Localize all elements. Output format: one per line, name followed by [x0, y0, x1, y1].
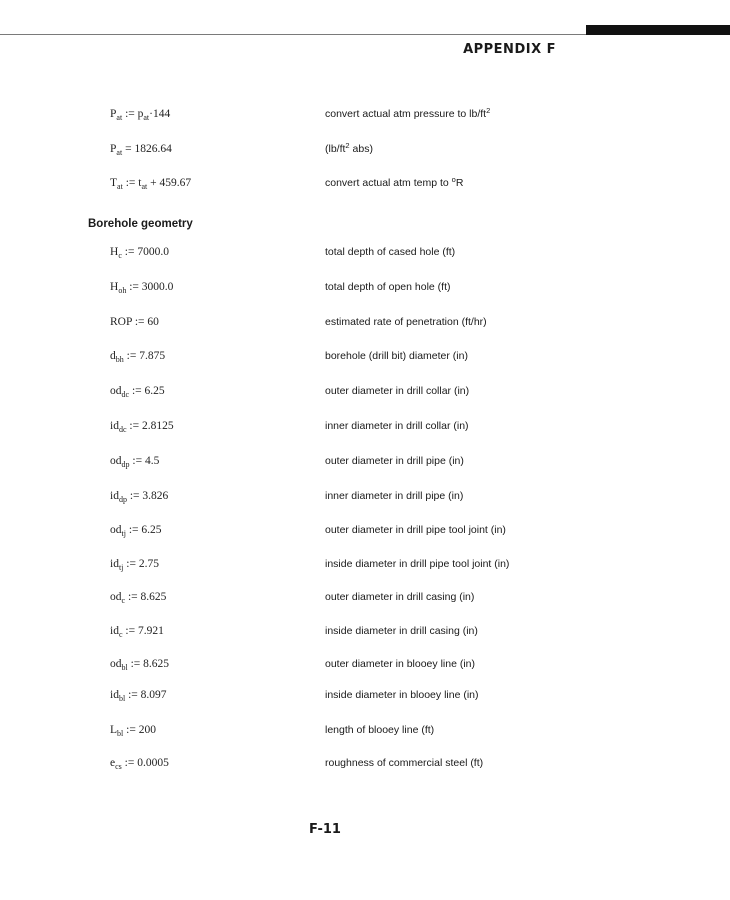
equation-description	[325, 420, 469, 432]
variable-symbol: d	[110, 350, 116, 362]
rhs-value: 7.921	[137, 625, 164, 637]
equation-description	[325, 316, 487, 328]
section-title: Borehole geometry	[88, 218, 193, 230]
operator: :=	[125, 591, 141, 603]
appendix-title: APPENDIX F	[463, 42, 556, 57]
variable-subscript: dp	[121, 460, 130, 469]
variable-symbol: id	[110, 558, 119, 570]
operator: :=	[121, 757, 138, 769]
equation-description	[325, 490, 463, 502]
description-text: length of blooey line (ft)	[325, 724, 435, 736]
rhs-value: 3000.0	[141, 281, 174, 293]
equation	[110, 177, 191, 189]
equation	[110, 490, 168, 502]
equation-row	[0, 625, 730, 645]
operator: :=	[129, 385, 145, 397]
description-text-suffix: abs)	[349, 143, 373, 155]
equation-row	[0, 524, 730, 544]
equation	[110, 658, 169, 670]
description-text: total depth of cased hole (ft)	[325, 246, 456, 258]
variable-subscript: cs	[115, 762, 122, 771]
variable-symbol: id	[110, 490, 119, 502]
equation-description	[325, 558, 509, 570]
equation	[110, 420, 174, 432]
description-text: total depth of open hole (ft)	[325, 281, 451, 293]
rhs-value: 2.75	[138, 558, 159, 570]
description-text: borehole (drill bit) diameter (in)	[325, 350, 468, 362]
operator: :=	[126, 420, 142, 432]
rhs-value: 7000.0	[137, 246, 169, 258]
variable-subscript: c	[118, 251, 122, 260]
page-number: F-11	[309, 822, 341, 837]
operator: :=	[123, 558, 139, 570]
equation	[110, 281, 173, 293]
rhs-subscript: at	[143, 113, 150, 122]
description-text: inner diameter in drill pipe (in)	[325, 490, 464, 502]
variable-symbol: P	[110, 143, 117, 155]
description-text: estimated rate of penetration (ft/hr)	[325, 316, 487, 328]
rhs-value: 3.826	[142, 490, 169, 502]
variable-subscript: bl	[121, 663, 128, 672]
rhs-value: ·144	[149, 108, 171, 120]
operator: :=	[123, 350, 140, 362]
equation-description	[325, 757, 483, 769]
rhs-value: p	[137, 108, 144, 120]
operator: =	[122, 143, 135, 155]
equation-row	[0, 177, 730, 197]
equation-row	[0, 591, 730, 611]
equation-row	[0, 350, 730, 370]
operator: :=	[122, 625, 138, 637]
operator: :=	[129, 455, 145, 467]
variable-symbol: H	[110, 281, 119, 293]
variable-symbol: P	[110, 108, 117, 120]
rhs-value: 8.097	[140, 689, 167, 701]
variable-symbol: od	[110, 455, 122, 467]
equation-description	[325, 143, 373, 155]
variable-symbol: od	[110, 658, 122, 670]
rhs-value: 1826.64	[134, 143, 172, 155]
operator: :=	[122, 177, 139, 189]
equation	[110, 524, 162, 536]
equation	[110, 625, 164, 637]
variable-subscript: at	[117, 182, 123, 191]
equation-row	[0, 724, 730, 744]
variable-subscript: c	[121, 596, 126, 605]
description-text: convert actual atm temp to	[325, 177, 452, 189]
variable-subscript: tj	[121, 529, 126, 538]
equation	[110, 385, 165, 397]
description-superscript: o	[451, 175, 456, 184]
operator: :=	[127, 658, 144, 670]
equation-description	[325, 108, 490, 120]
equation-row	[0, 316, 730, 336]
variable-symbol: od	[110, 524, 122, 536]
equation-description	[325, 524, 506, 536]
description-text: inside diameter in blooey line (in)	[325, 689, 479, 701]
operator: :=	[131, 316, 148, 328]
rhs-value: 0.0005	[137, 757, 169, 769]
equation	[110, 455, 159, 467]
equation	[110, 108, 170, 120]
description-text: outer diameter in drill pipe tool joint (in)	[325, 524, 506, 536]
rhs-value: 7.875	[139, 350, 166, 362]
rhs-value: 2.8125	[141, 420, 174, 432]
equation-description	[325, 658, 475, 670]
variable-subscript: c	[118, 630, 123, 639]
equation	[110, 591, 166, 603]
equation-row	[0, 689, 730, 709]
equation-description	[325, 625, 478, 637]
description-superscript: 2	[486, 106, 491, 115]
variable-symbol: id	[110, 420, 119, 432]
variable-subscript: dc	[121, 390, 130, 399]
variable-symbol: ROP	[110, 316, 132, 328]
equation-description	[325, 246, 455, 258]
equation-row	[0, 455, 730, 475]
description-text: convert actual atm pressure to lb/ft	[325, 108, 487, 120]
description-text: inner diameter in drill collar (in)	[325, 420, 469, 432]
rhs-subscript: at	[141, 182, 148, 191]
description-text-suffix: R	[455, 177, 464, 189]
equation	[110, 724, 156, 736]
equation	[110, 143, 172, 155]
header-bar	[586, 25, 730, 35]
variable-symbol: e	[110, 757, 116, 769]
variable-symbol: od	[110, 385, 122, 397]
description-text: outer diameter in blooey line (in)	[325, 658, 475, 670]
description-text: outer diameter in drill collar (in)	[325, 385, 470, 397]
rhs-value: + 459.67	[147, 177, 192, 189]
operator: :=	[125, 689, 141, 701]
variable-symbol: od	[110, 591, 122, 603]
rhs-value: 4.5	[144, 455, 160, 467]
rhs-value: 8.625	[140, 591, 167, 603]
equation-row	[0, 757, 730, 777]
variable-subscript: dc	[118, 425, 127, 434]
rhs-value: 60	[147, 316, 159, 328]
variable-symbol: H	[110, 246, 119, 258]
variable-subscript: bh	[115, 355, 124, 364]
variable-symbol: L	[110, 724, 118, 736]
description-text: outer diameter in drill pipe (in)	[325, 455, 464, 467]
equation	[110, 246, 169, 258]
equation-row	[0, 558, 730, 578]
variable-symbol: id	[110, 625, 119, 637]
operator: :=	[125, 524, 142, 536]
equation-description	[325, 385, 469, 397]
equation-description	[325, 350, 468, 362]
description-superscript: 2	[345, 141, 350, 150]
operator: :=	[123, 724, 139, 736]
variable-subscript: tj	[118, 563, 124, 572]
rhs-value: 8.625	[143, 658, 170, 670]
variable-subscript: oh	[118, 286, 127, 295]
equation	[110, 689, 167, 701]
variable-symbol: id	[110, 689, 119, 701]
operator: :=	[121, 246, 138, 258]
description-text: inside diameter in drill casing (in)	[325, 625, 478, 637]
variable-subscript: dp	[118, 495, 127, 504]
equation	[110, 757, 169, 769]
operator: :=	[122, 108, 138, 120]
equation-row	[0, 490, 730, 510]
equation-row	[0, 143, 730, 163]
equation-description	[325, 689, 479, 701]
equation	[110, 558, 159, 570]
operator: :=	[126, 490, 143, 502]
equation-description	[325, 177, 463, 189]
variable-subscript: at	[116, 148, 123, 157]
rhs-value: 200	[138, 724, 156, 736]
equation-row	[0, 108, 730, 128]
description-text: outer diameter in drill casing (in)	[325, 591, 475, 603]
equation-row	[0, 246, 730, 266]
variable-subscript: bl	[117, 729, 124, 738]
equation-description	[325, 724, 434, 736]
equation-row	[0, 420, 730, 440]
equation-description	[325, 591, 474, 603]
rhs-value: 6.25	[144, 385, 165, 397]
equation	[110, 350, 165, 362]
variable-symbol: T	[110, 177, 118, 189]
equation-description	[325, 455, 464, 467]
description-text: roughness of commercial steel (ft)	[325, 757, 484, 769]
description-text: inside diameter in drill pipe tool joint (in)	[325, 558, 510, 570]
operator: :=	[126, 281, 142, 293]
rhs-value: 6.25	[141, 524, 162, 536]
variable-subscript: at	[116, 113, 123, 122]
equation-row	[0, 385, 730, 405]
equation-description	[325, 281, 451, 293]
equation	[110, 316, 159, 328]
variable-subscript: bl	[118, 694, 126, 703]
equation-row	[0, 281, 730, 301]
rhs-value: t	[138, 177, 142, 189]
description-text: (lb/ft	[325, 143, 346, 155]
equation-row	[0, 658, 730, 678]
